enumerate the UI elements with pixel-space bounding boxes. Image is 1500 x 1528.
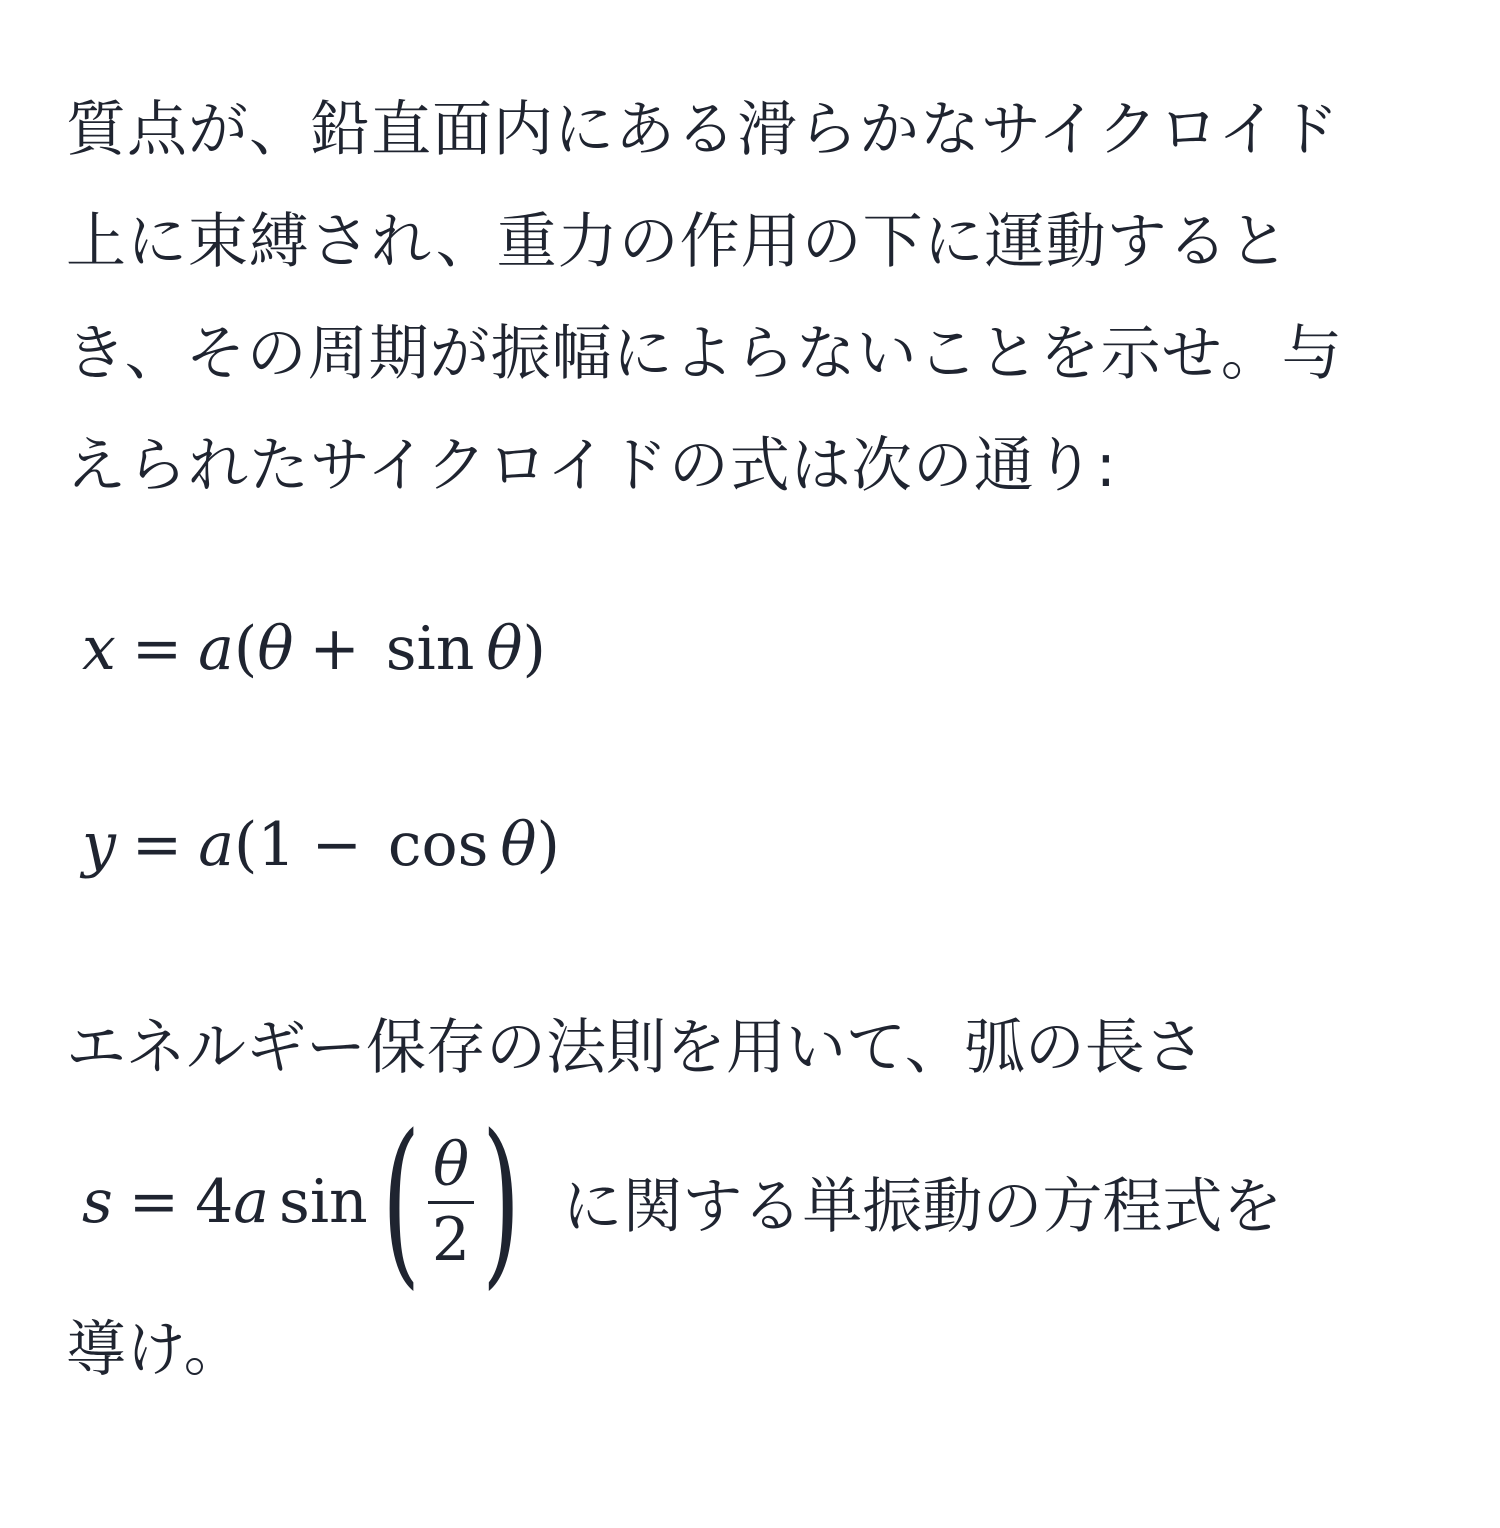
fraction-numerator: θ [432, 1129, 470, 1200]
left-paren: ( [233, 614, 258, 684]
energy-text-continued: に関する単振動の方程式を [562, 1172, 1283, 1242]
s-variable: s [82, 1167, 113, 1237]
left-paren: ( [233, 810, 258, 880]
equals-sign: = [131, 614, 183, 684]
cycloid-x-equation [66, 604, 1396, 694]
equals-sign: = [131, 810, 183, 880]
theta-over-two-fraction [428, 1129, 474, 1276]
plus-sign: + [309, 614, 360, 684]
cos-function: cos [387, 810, 489, 880]
y-variable: y [82, 810, 116, 880]
arc-length-line [66, 1096, 1396, 1308]
fraction-denominator: 2 [431, 1204, 471, 1275]
a-coefficient: a [233, 1167, 270, 1237]
arc-length-equation [66, 1097, 522, 1306]
sin-function: sin [279, 1167, 368, 1237]
four-constant: 4 [195, 1167, 234, 1237]
equals-sign: = [128, 1167, 180, 1237]
theta-symbol: θ [257, 614, 294, 684]
cycloid-y-equation [66, 800, 1396, 890]
x-variable: x [82, 614, 116, 684]
sin-function: sin [385, 614, 475, 684]
right-paren: ) [522, 614, 546, 684]
intro-paragraph: 質点が、鉛直面内にある滑らかなサイクロイド上に束縛され、重力の作用の下に運動するとき、その周期が振幅によらないことを示せ。与えられたサイクロイドの式は次の通り: [66, 95, 1343, 501]
big-left-paren: ( [381, 1097, 421, 1306]
a-coefficient: a [198, 810, 234, 880]
one-constant: 1 [257, 810, 296, 880]
energy-text: エネルギー保存の法則を用いて、弧の長さ [66, 1013, 1205, 1083]
problem-statement [66, 74, 1396, 1466]
right-paren: ) [536, 810, 560, 880]
big-right-paren: ) [481, 1097, 521, 1306]
theta-symbol: θ [500, 810, 537, 880]
theta-symbol: θ [486, 614, 523, 684]
a-coefficient: a [198, 614, 234, 684]
minus-sign: − [311, 810, 362, 880]
closing-text: 導け。 [66, 1315, 244, 1385]
